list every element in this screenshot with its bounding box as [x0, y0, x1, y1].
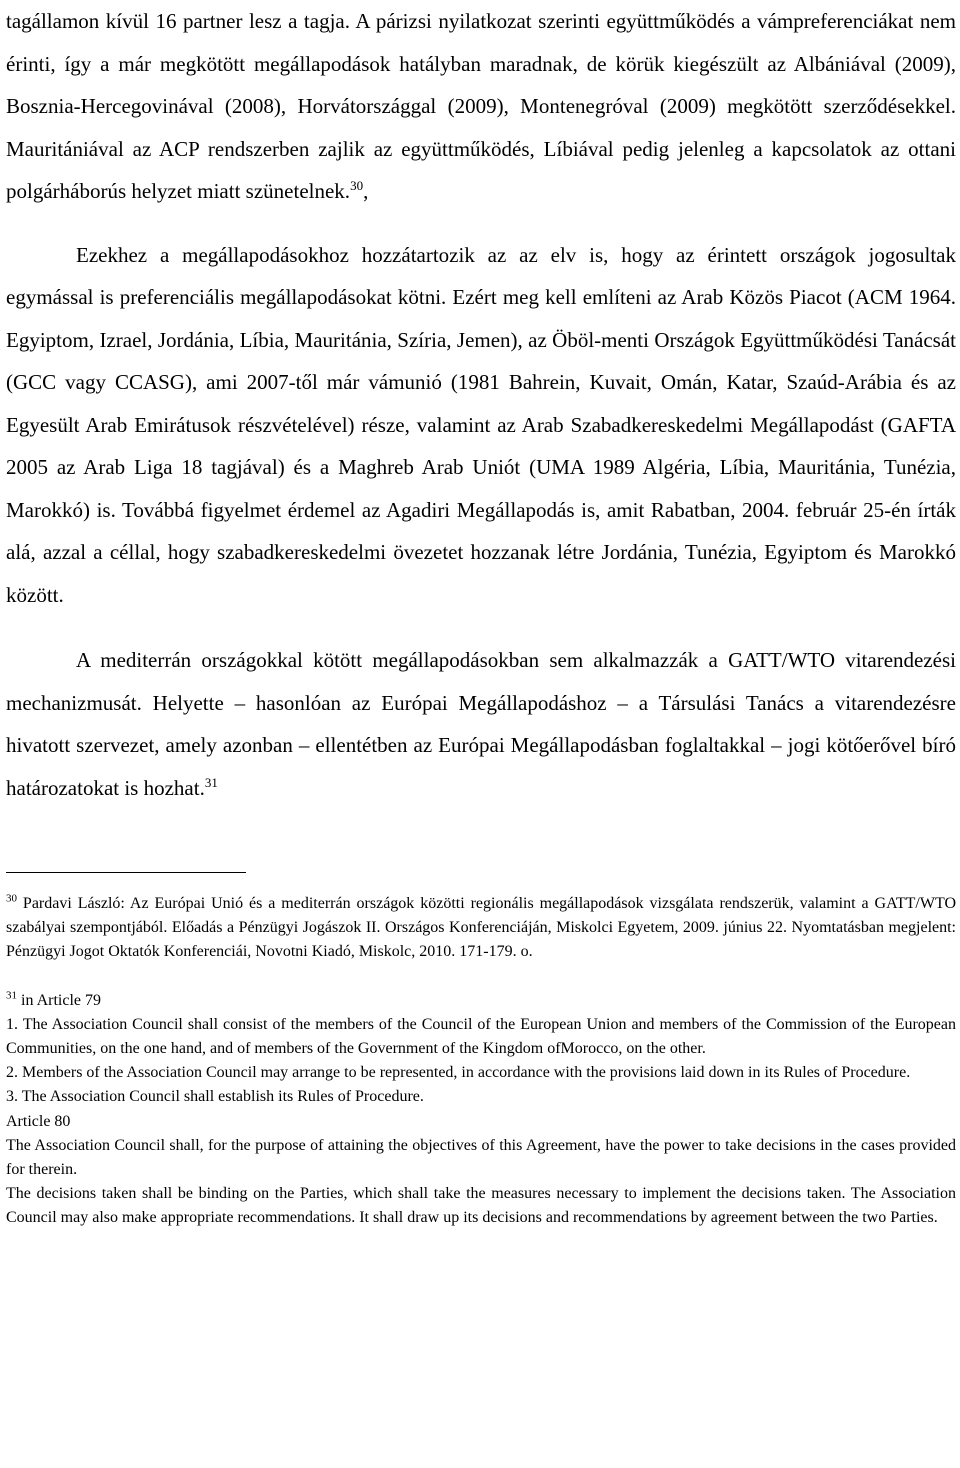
main-text: [6, 0, 956, 809]
paragraph-3: [6, 639, 956, 809]
paragraph-1-text: tagállamon kívül 16 partner lesz a tagja. A párizsi nyilatkozat szerinti együttműködés a vámpreferenciákat nem érinti, így a már megkötött megállapodások hatályban maradnak, de körük kiegészült az Albániával (2009), Bosznia-Hercegovinával (2008), Horvátországgal (2009), Montenegróval (2009) megkötött szerződésekkel. Mauritániával az ACP rendszerben zajlik az együttműködés, Líbiával pedig jelenleg a kapcsolatok az ottani polgárháborús helyzet miatt szünetelnek.: [6, 9, 956, 203]
paragraph-3-text: A mediterrán országokkal kötött megállapodásokban sem alkalmazzák a GATT/WTO vitarendezési mechanizmusát. Helyette – hasonlóan az Európai Megállapodáshoz – a Társulási Tanács a vitarendezésre hivatott szervezet, amely azonban – ellentétben az Európai Megállapodásban foglaltakkal – jogi kötőerővel bíró határozatokat is hozhat.: [6, 648, 956, 800]
footnote-line: Article 80: [6, 1112, 71, 1130]
footnote-line: The Association Council shall, for the purpose of attaining the objectives of this Agreement, have the power to take decisions in the cases provided for therein.: [6, 1136, 956, 1179]
footnote-30: [6, 892, 956, 965]
footnote-30-number: 30: [6, 892, 17, 905]
paragraph-2: Ezekhez a megállapodásokhoz hozzátartozik az az elv is, hogy az érintett országok jogosultak egymással is preferenciális megállapodásokat kötni. Ezért meg kell említeni az Arab Közös Piacot (ACM 1964. Egyiptom, Izrael, Jordánia, Líbia, Mauritánia, Szíria, Jemen), az Öböl-menti Országok Együttműködési Tanácsát (GCC vagy CCASG), ami 2007-től már vámunió (1981 Bahrein, Kuvait, Omán, Katar, Szaúd-Arábia és az Egyesült Arab Emirátusok részvételével) része, valamint az Arab Szabadkereskedelmi Megállapodást (GAFTA 2005 az Arab Liga 18 tagjával) és a Maghreb Arab Uniót (UMA 1989 Algéria, Líbia, Mauritánia, Tunézia, Marokkó) is. Továbbá figyelmet érdemel az Agadiri Megállapodás is, amit Rabatban, 2004. február 25-én írták alá, azzal a céllal, hogy szabadkereskedelmi övezetet hozzanak létre Jordánia, Tunézia, Egyiptom és Marokkó között.: [6, 242, 956, 607]
footnote-line: 2. Members of the Association Council may arrange to be represented, in accordance with the provisions laid down in its Rules of Procedure.: [6, 1064, 911, 1082]
paragraph-1: [6, 0, 956, 213]
footnote-ref-30[interactable]: 30: [350, 178, 364, 193]
footnote-31: [6, 989, 956, 1013]
footnote-31-number: 31: [6, 989, 17, 1002]
footnotes: [6, 892, 956, 1231]
footnote-30-text: Pardavi László: Az Európai Unió és a mediterrán országok közötti regionális megállapodások vizsgálata rendszerük, valamint a GATT/WTO szabályai szempontjából. Előadás a Pénzügyi Jogászok II. Országos Konferenciáján, Miskolci Egyetem, 2009. június 22. Nyomtatásban megjelent: Pénzügyi Jogot Oktatók Konferenciái, Novotni Kiadó, Miskolc, 2010. 171-179. o.: [6, 895, 956, 961]
footnote-line: 3. The Association Council shall establish its Rules of Procedure.: [6, 1088, 424, 1106]
footnote-line: The decisions taken shall be binding on the Parties, which shall take the measures necessary to implement the decisions taken. The Association Council may also make appropriate recommendations. It shall draw up its decisions and recommendations by agreement between the two Parties.: [6, 1185, 956, 1227]
footnote-31-text: in Article 79: [17, 991, 101, 1009]
footnote-ref-31[interactable]: 31: [204, 774, 218, 790]
paragraph-1-comma: ,: [363, 179, 369, 203]
document-page: [6, 0, 956, 1231]
footnote-separator: [6, 872, 246, 873]
footnote-line: 1. The Association Council shall consist of the members of the Council of the European Union and members of the Commission of the European Communities, on the one hand, and of members of the Government of the Kingdom ofMorocco, on the other.: [6, 1015, 956, 1058]
